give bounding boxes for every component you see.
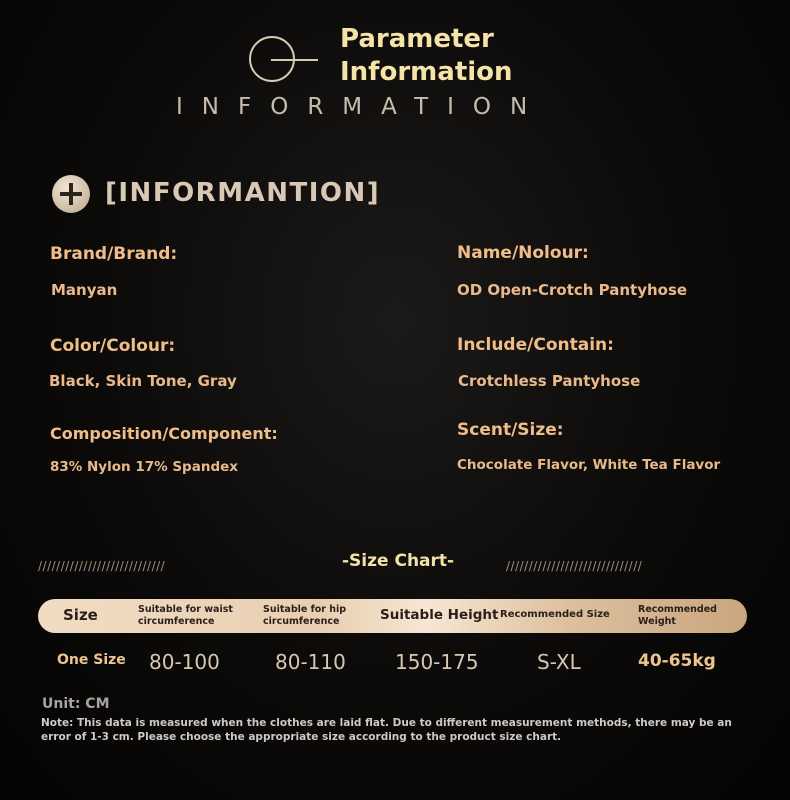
header-waist-line2: circumference [138,616,215,627]
row-weight: 40-65kg [638,651,716,671]
header-waist-line1: Suitable for waist [138,604,233,615]
row-waist: 80-100 [149,650,220,674]
row-size: One Size [57,652,126,668]
row-hip: 80-110 [275,650,346,674]
scent-value: Chocolate Flavor, White Tea Flavor [457,457,721,473]
header-recommended-size: Recommended Size [500,609,610,620]
scent-label: Scent/Size: [457,420,564,440]
section-title: [INFORMANTION] [105,178,381,208]
name-value: OD Open-Crotch Pantyhose [457,281,688,299]
composition-value: 83% Nylon 17% Spandex [50,459,238,475]
logo-line-decoration [271,59,318,61]
header-height: Suitable Height [380,607,499,623]
header-hip-line2: circumference [263,616,340,627]
row-height: 150-175 [395,650,479,674]
decorative-slashes-right: ////////////////////////////// [506,559,643,573]
unit-label: Unit: CM [42,696,110,712]
brand-value: Manyan [51,281,118,299]
brand-label: Brand/Brand: [50,244,178,264]
header-waist [138,604,233,628]
size-chart-title: -Size Chart- [342,551,455,571]
color-label: Color/Colour: [50,336,176,356]
color-value: Black, Skin Tone, Gray [49,372,237,390]
header-weight-line1: Recommended [638,604,717,615]
measurement-note: Note: This data is measured when the clothes are laid flat. Due to different measurement methods, there may be an error of 1-3 cm. Please choose the appropriate size according to the product size chart. [41,717,732,743]
header-weight [638,604,717,628]
include-value: Crotchless Pantyhose [458,372,641,390]
page-title-line2: Information [340,57,513,87]
header-size: Size [63,606,98,624]
name-label: Name/Nolour: [457,243,589,263]
header-hip [263,604,346,628]
page-title-line1: Parameter [340,24,494,54]
page-subtitle: INFORMATION [176,94,547,120]
header-weight-line2: Weight [638,616,676,627]
composition-label: Composition/Component: [50,424,278,443]
plus-icon [52,175,90,213]
row-recommended-size: S-XL [537,650,581,674]
include-label: Include/Contain: [457,335,614,355]
header-hip-line1: Suitable for hip [263,604,347,615]
decorative-slashes-left: //////////////////////////// [38,559,166,573]
